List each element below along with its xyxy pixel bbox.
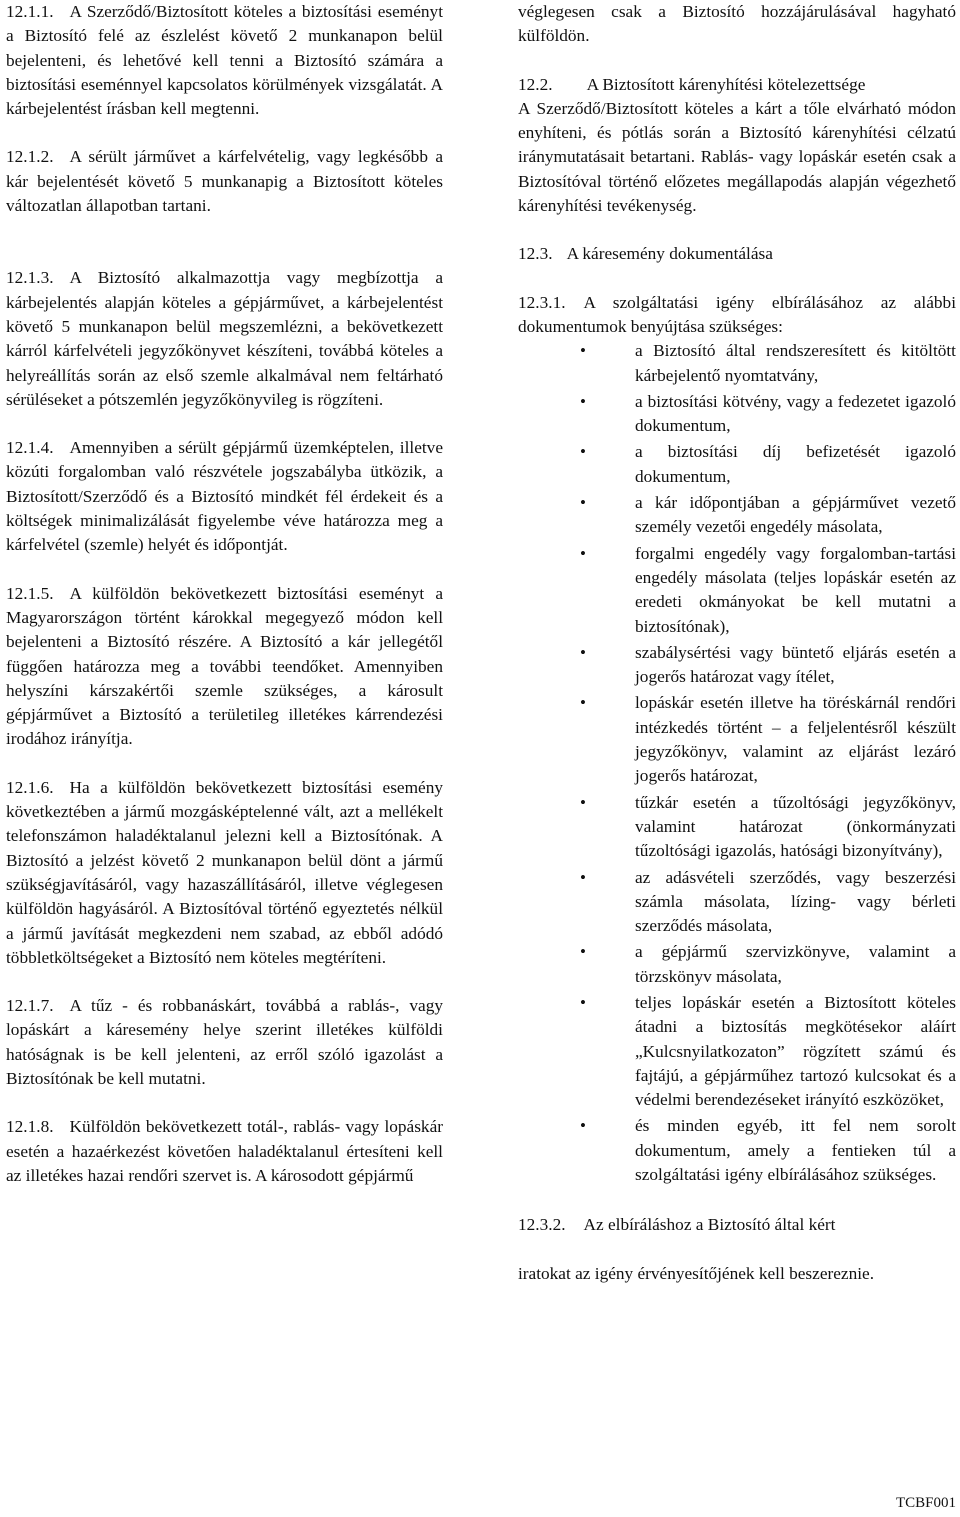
clause-number: 12.1.1. bbox=[6, 2, 54, 21]
clause-text: A szolgáltatási igény elbírálásához az alábbi dokumentumok benyújtása szükséges: bbox=[518, 292, 956, 336]
clause-text: Külföldön bekövetkezett totál-, rablás- vagy lopáskár esetén a hazaérkezést követően haladéktalanul értesíteni kell az illetékes hazai rendőri szervet is. A károsodott gépjármű bbox=[6, 1117, 443, 1185]
clause-text: A sérült járművet a kárfelvételig, vagy legkésőbb a kár bejelentését követő 5 munkanapig a Biztosított köteles változatlan állapotban tartani. bbox=[6, 147, 443, 216]
right-column bbox=[518, 0, 956, 1286]
section-title: A Biztosított kárenyhítési kötelezettsége bbox=[586, 74, 866, 94]
clause-text: Az elbíráláshoz a Biztosító által kért bbox=[583, 1215, 836, 1235]
clause-12-3-2 bbox=[518, 1213, 956, 1237]
clause-12-1-7 bbox=[6, 994, 443, 1091]
document-list bbox=[518, 339, 956, 1187]
list-item: • az adásvételi szerződés, vagy beszerzési számla másolata, lízing- vagy bérleti szerződés másolata, bbox=[518, 866, 956, 939]
document-code: TCBF001 bbox=[895, 1495, 956, 1511]
list-item: • a biztosítási kötvény, vagy a fedezetet igazoló dokumentum, bbox=[518, 390, 956, 439]
list-item: • és minden egyéb, itt fel nem sorolt dokumentum, amely a fentieken túl a szolgáltatási igény elbírálásához szükséges. bbox=[518, 1114, 956, 1187]
list-item: • a kár időpontjában a gépjárművet vezető személy vezetői engedély másolata, bbox=[518, 491, 956, 540]
clause-text: A Biztosító alkalmazottja vagy megbízottja a kárbejelentés alapján köteles a gépjárművet, a kárbejelentést követő 5 munkanapon belül megszemlézni, a bekövetkezett kárról kárfelvételi jegyzőkönyvet készíteni, továbbá köteles a helyreállítás során az első szemle alkalmával nem feltárható sérüléseket a pótszemlén jegyzőkönyvileg is rögzíteni. bbox=[6, 268, 443, 409]
clause-12-3-2-continuation: iratokat az igény érvényesítőjének kell beszereznie. bbox=[518, 1263, 875, 1283]
clause-number: 12.1.5. bbox=[6, 583, 54, 603]
section-12-3-heading bbox=[518, 242, 956, 266]
clause-12-1-6 bbox=[6, 776, 443, 970]
clause-number: 12.1.3. bbox=[6, 268, 54, 288]
section-12-2-text: A Szerződő/Biztosított köteles a kárt a tőle elvárható módon enyhíteni, és pótlás során a Biztosító kárenyhítési célzatú iránymutatásait betartani. Rablás- vagy lopáskár esetén csak a Biztosítóval történő előzetes megállapodás alapján végezhető kárenyhítési tevékenység. bbox=[518, 98, 956, 216]
clause-12-3-1 bbox=[518, 291, 956, 340]
clause-text: A külföldön bekövetkezett biztosítási eseményt a Magyarországon történt károkkal megegyező módon kell bejelenteni a Biztosító részére. A Biztosító a kár jellegétől függően határozza meg a további teendőket. Amennyiben helyszíni kárszakértői szemle szükséges, a károsult gépjárművet a Biztosító a területileg illetékes kárrendezési irodához irányítja. bbox=[6, 583, 443, 749]
clause-number: 12.1.7. bbox=[6, 996, 54, 1016]
clause-text: A Szerződő/Biztosított köteles a biztosítási eseményt a Biztosító felé az észlelést követő 2 munkanapon belül bejelenteni, és lehetővé kell tenni a Biztosító számára a biztosítási eseménnyel kapcsolatos körülmények vizsgálatát. A kárbejelentést írásban kell megtenni. bbox=[6, 2, 443, 119]
left-column bbox=[6, 0, 443, 1188]
clause-text: A tűz - és robbanáskárt, továbbá a rablás-, vagy lopáskárt a káresemény helye szerint illetékes külföldi hatóságnak is be kell jelenteni, az erről szóló igazolást a Biztosítónak be kell mutatni. bbox=[6, 996, 443, 1088]
clause-text: Amennyiben a sérült gépjármű üzemképtelen, illetve közúti forgalomban való részvétele jogszabályba ütközik, a Biztosított/Szerződő és a Biztosító mindkét fél érdekeit és a költségek minimalizálását figyelembe véve határozza meg a kárfelvétel (szemle) helyét és időpontját. bbox=[6, 438, 443, 555]
clause-12-1-2 bbox=[6, 145, 443, 218]
clause-12-1-1 bbox=[6, 0, 443, 121]
list-item: • a Biztosító által rendszeresített és kitöltött kárbejelentő nyomtatvány, bbox=[518, 339, 956, 388]
section-12-2-heading bbox=[518, 73, 956, 97]
list-item: • lopáskár esetén illetve ha töréskárnál rendőri intézkedés történt – a feljelentésről készült jegyzőkönyv, valamint az eljárást lezáró jogerős határozat, bbox=[518, 691, 956, 788]
list-item: • szabálysértési vagy büntető eljárás esetén a jogerős határozat vagy ítélet, bbox=[518, 641, 956, 690]
clause-text: Ha a külföldön bekövetkezett biztosítási esemény következtében a jármű mozgásképtelenné vált, azt a mellékelt telefonszámon haladéktalanul jelezni kell a Biztosítónak. A Biztosító a jelzést követő 2 munkanapon belül dönt a jármű szükségjavításáról, vagy hazaszállításáról, illetve véglegesen külföldön hagyásáról. A Biztosítóval történő egyeztetés nélkül a jármű javítását megkezdeni nem szabad, az ebből adódó többletköltségeket a Biztosító nem köteles megtéríteni. bbox=[6, 777, 443, 967]
clause-12-1-4 bbox=[6, 436, 443, 557]
section-number: 12.3. bbox=[518, 244, 553, 264]
clause-number: 12.1.8. bbox=[6, 1117, 54, 1137]
section-number: 12.2. bbox=[518, 74, 553, 94]
clause-12-1-8-continuation: véglegesen csak a Biztosító hozzájárulásával hagyható külföldön. bbox=[518, 2, 956, 46]
clause-12-1-8 bbox=[6, 1115, 443, 1188]
list-item: • a biztosítási díj befizetését igazoló dokumentum, bbox=[518, 440, 956, 489]
clause-number: 12.3.2. bbox=[518, 1215, 566, 1235]
clause-number: 12.1.4. bbox=[6, 438, 54, 458]
list-item: • teljes lopáskár esetén a Biztosított köteles átadni a biztosítás megkötésekor aláírt „Kulcsnyilatkozaton” rögzített számú és fajtájú, a gépjárműhez tartozó kulcsokat és a védelmi berendezéseket irányító eszközöket, bbox=[518, 991, 956, 1112]
list-item: • forgalmi engedély vagy forgalomban-tartási engedély másolata (teljes lopáskár esetén az eredeti okmányokat be kell mutatni a biztosítónak), bbox=[518, 542, 956, 639]
clause-number: 12.1.2. bbox=[6, 147, 54, 167]
list-item: • tűzkár esetén a tűzoltósági jegyzőkönyv, valamint határozat (önkormányzati tűzoltósági igazolás, hatósági bizonyítvány), bbox=[518, 791, 956, 864]
clause-number: 12.1.6. bbox=[6, 777, 54, 797]
list-item: • a gépjármű szervizkönyve, valamint a törzskönyv másolata, bbox=[518, 940, 956, 989]
section-title: A káresemény dokumentálása bbox=[566, 244, 773, 264]
clause-12-1-3 bbox=[6, 266, 443, 412]
clause-12-1-5 bbox=[6, 582, 443, 752]
clause-number: 12.3.1. bbox=[518, 292, 566, 312]
